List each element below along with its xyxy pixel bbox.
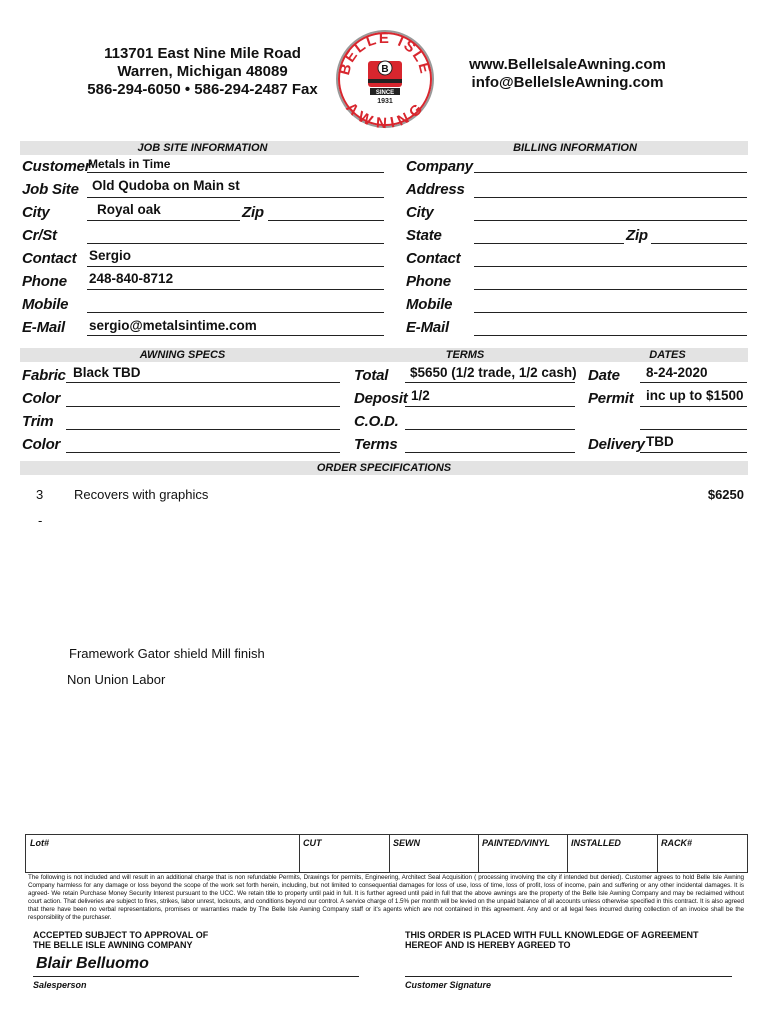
email-field[interactable] xyxy=(87,335,384,336)
mobile-field[interactable] xyxy=(87,312,384,313)
customer-field[interactable] xyxy=(87,172,384,173)
date-field[interactable] xyxy=(640,382,747,383)
installed-cell[interactable] xyxy=(568,835,658,872)
logo-top-text: BELLE ISLE xyxy=(336,29,434,77)
accepted-line-1: ACCEPTED SUBJECT TO APPROVAL OF xyxy=(33,930,209,940)
company-label: Company xyxy=(406,158,473,175)
permit-field[interactable] xyxy=(640,406,747,407)
awning-specs-title: AWNING SPECS xyxy=(139,349,226,361)
mobile-label: Mobile xyxy=(22,296,69,313)
customer-signature-line[interactable] xyxy=(405,976,732,977)
billing-phone-field[interactable] xyxy=(474,289,747,290)
deposit-value: 1/2 xyxy=(411,388,430,403)
blank-date-field[interactable] xyxy=(640,429,747,430)
customer-value: Metals in Time xyxy=(88,157,171,171)
order-framework: Framework Gator shield Mill finish xyxy=(69,646,265,661)
crst-label: Cr/St xyxy=(22,227,57,244)
zip-label: Zip xyxy=(242,204,264,221)
painted-label: PAINTED/VINYL xyxy=(482,838,550,848)
accepted-notice xyxy=(33,930,208,950)
rack-label: RACK# xyxy=(661,838,693,848)
order-title: ORDER SPECIFICATIONS xyxy=(316,462,452,474)
salesperson-label: Salesperson xyxy=(33,980,87,990)
legal-terms: The following is not included and will result in an additional charge that is non refundable Permits, Drawings for permits, Engineering, Architect Seal Acquisition ( processing involving the city if intended but denied). Customer agrees to hold Belle Isle Awning Company harmless for any damage or loss beyond the scope of the work set forth herein, including, but not limited to consequential damages for loss of use, loss of time, loss of profit, loss of income, pain and suffering or any other incidental damages. It is agreed- We retain Purchase Money Security Interest pursuant to the UCC. We retain title to property until paid in full. It is further agreed until paid in full that the above awnings are the property of the Belle Isle Awning Company and may be reclaimed without court action. That deliveries are subject to fires, strikes, labor unrest, lockouts, and conditions beyond our control. A service charge of 1.5% per month will be levied on the unpaid balance of all accounts unless otherwise specified in this contract. It is also agreed that there have been no verbal representations, promises or warranties made by The Belle Isle Awning Company staff or it's agents which are not contained in this agreement. Any and or all legal fees incurred during collection of an invoice shall be the responsibility of the purchaser. xyxy=(28,874,744,921)
customer-label: Customer xyxy=(22,158,91,175)
cod-label: C.O.D. xyxy=(354,413,399,430)
date-value: 8-24-2020 xyxy=(646,365,708,380)
fabric-value: Black TBD xyxy=(73,365,141,380)
company-address xyxy=(70,45,335,99)
customer-signature-label: Customer Signature xyxy=(405,980,492,990)
billing-mobile-field[interactable] xyxy=(474,312,747,313)
deposit-label: Deposit xyxy=(354,390,408,407)
fabric-label: Fabric xyxy=(22,367,66,384)
sewn-cell[interactable] xyxy=(390,835,479,872)
phone-label: Phone xyxy=(22,273,67,290)
cod-field[interactable] xyxy=(405,429,575,430)
painted-cell[interactable] xyxy=(479,835,568,872)
job-site-field[interactable] xyxy=(87,197,384,198)
address-line-1: 113701 East Nine Mile Road xyxy=(104,45,301,62)
billing-title: BILLING INFORMATION xyxy=(513,142,637,154)
email-value: sergio@metalsintime.com xyxy=(89,318,257,333)
terms-title: TERMS xyxy=(445,349,485,361)
contact-value: Sergio xyxy=(89,248,132,263)
total-label: Total xyxy=(354,367,389,384)
order-description: Recovers with graphics xyxy=(74,487,209,502)
city-field[interactable] xyxy=(87,220,240,221)
placed-line-2: HEREOF AND IS HEREBY AGREED TO xyxy=(405,940,571,950)
billing-address-field[interactable] xyxy=(474,197,747,198)
billing-email-field[interactable] xyxy=(474,335,747,336)
date-label: Date xyxy=(588,367,620,384)
delivery-value: TBD xyxy=(646,434,674,449)
rack-cell[interactable] xyxy=(658,835,747,872)
billing-city-label: City xyxy=(406,204,434,221)
trim-color-label: Color xyxy=(22,436,61,453)
billing-zip-field[interactable] xyxy=(651,243,747,244)
order-dash: - xyxy=(38,513,43,528)
svg-text:1931: 1931 xyxy=(377,98,393,105)
permit-label: Permit xyxy=(588,390,634,407)
salesperson-signature-line[interactable] xyxy=(33,976,359,977)
total-field[interactable] xyxy=(405,382,575,383)
company-field[interactable] xyxy=(474,172,747,173)
city-value: Royal oak xyxy=(97,202,161,217)
billing-city-field[interactable] xyxy=(474,220,747,221)
terms-label: Terms xyxy=(354,436,398,453)
placed-notice xyxy=(405,930,699,950)
color-label: Color xyxy=(22,390,61,407)
city-label: City xyxy=(22,204,50,221)
placed-line-1: THIS ORDER IS PLACED WITH FULL KNOWLEDGE OF AGREEMENT xyxy=(405,930,699,940)
permit-value: inc up to $1500 xyxy=(646,388,744,403)
job-site-label: Job Site xyxy=(22,181,79,198)
belle-isle-logo xyxy=(335,27,435,130)
website-link[interactable]: www.BelleIsaleAwning.com xyxy=(469,56,666,73)
cut-cell[interactable] xyxy=(300,835,390,872)
job-site-value: Old Qudoba on Main st xyxy=(92,178,240,193)
svg-text:SINCE: SINCE xyxy=(375,90,395,96)
billing-zip-label: Zip xyxy=(626,227,648,244)
address-line-2: Warren, Michigan 48089 xyxy=(117,63,288,80)
deposit-field[interactable] xyxy=(405,406,575,407)
zip-field[interactable] xyxy=(268,220,384,221)
billing-phone-label: Phone xyxy=(406,273,451,290)
salesperson-name: Blair Belluomo xyxy=(36,955,149,972)
billing-state-field[interactable] xyxy=(474,243,624,244)
billing-contact-label: Contact xyxy=(406,250,461,267)
trim-field[interactable] xyxy=(66,429,340,430)
crst-field[interactable] xyxy=(87,243,384,244)
logo-bottom-text: AWNING xyxy=(342,99,428,130)
contact-web xyxy=(460,56,675,92)
cut-label: CUT xyxy=(303,838,322,848)
order-labor: Non Union Labor xyxy=(67,672,166,687)
billing-state-label: State xyxy=(406,227,442,244)
order-qty: 3 xyxy=(36,487,44,502)
accepted-line-2: THE BELLE ISLE AWNING COMPANY xyxy=(33,940,193,950)
email-label: E-Mail xyxy=(22,319,65,336)
svg-text:B: B xyxy=(381,64,389,75)
lot-label: Lot# xyxy=(30,838,49,848)
phone-fax: 586-294-6050 • 586-294-2487 Fax xyxy=(87,81,318,98)
order-price: $6250 xyxy=(707,487,744,502)
billing-address-label: Address xyxy=(406,181,465,198)
delivery-label: Delivery xyxy=(588,436,645,453)
lot-cell[interactable] xyxy=(26,835,300,872)
fabric-field[interactable] xyxy=(66,382,340,383)
contact-field[interactable] xyxy=(87,266,384,267)
billing-contact-field[interactable] xyxy=(474,266,747,267)
total-value: $5650 (1/2 trade, 1/2 cash) xyxy=(410,365,577,380)
dates-title: DATES xyxy=(649,349,686,361)
delivery-field[interactable] xyxy=(640,452,747,453)
billing-mobile-label: Mobile xyxy=(406,296,453,313)
color-field[interactable] xyxy=(66,406,340,407)
email-link[interactable]: info@BelleIsleAwning.com xyxy=(471,74,664,91)
tracking-table xyxy=(25,834,748,873)
trim-label: Trim xyxy=(22,413,54,430)
job-site-title: JOB SITE INFORMATION xyxy=(137,142,268,154)
phone-field[interactable] xyxy=(87,289,384,290)
phone-value: 248-840-8712 xyxy=(89,271,174,286)
trim-color-field[interactable] xyxy=(66,452,340,453)
terms-field[interactable] xyxy=(405,452,575,453)
billing-email-label: E-Mail xyxy=(406,319,449,336)
contact-label: Contact xyxy=(22,250,77,267)
sewn-label: SEWN xyxy=(393,838,420,848)
installed-label: INSTALLED xyxy=(571,838,621,848)
